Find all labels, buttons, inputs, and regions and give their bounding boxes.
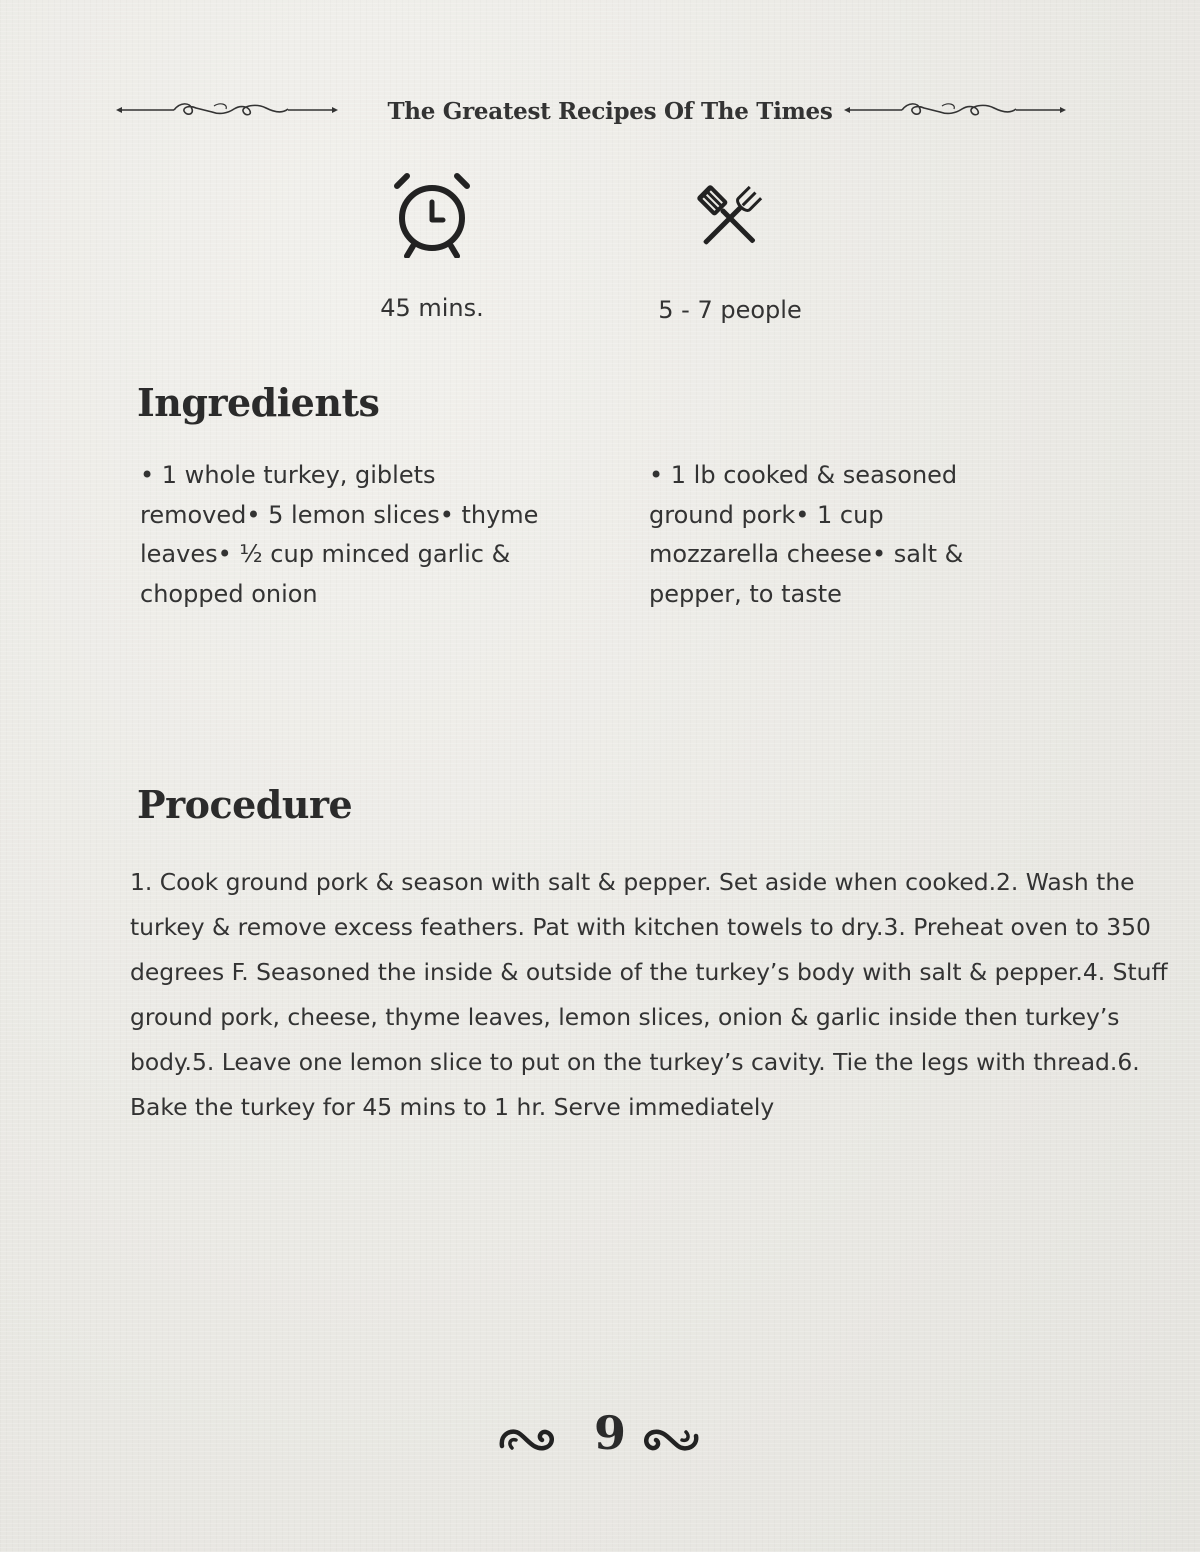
ingredients-list-right: • 1 lb cooked & seasoned ground pork• 1 cup mozzarella cheese• salt & pepper, to taste <box>649 461 964 608</box>
swirl-ornament-icon <box>640 1422 700 1456</box>
procedure-text: 1. Cook ground pork & season with salt & pepper. Set aside when cooked.2. Wash the turkey & remove excess feathers. Pat with kitchen towels to dry.3. Preheat oven to 350 degrees F. Seasoned the inside & outside of the turkey’s body with salt & pepper.4. Stuff ground pork, cheese, thyme leaves, lemon slices, onion & garlic inside then turkey’s body.5. Leave one lemon slice to put on the turkey’s cavity. Tie the legs with thread.6. Bake the turkey for 45 mins to 1 hr. Serve immediately <box>130 868 1168 1121</box>
alarm-clock-icon <box>391 172 473 258</box>
swirl-ornament-icon <box>498 1422 558 1456</box>
cook-time-stat <box>332 172 532 322</box>
servings-stat <box>630 182 830 324</box>
ingredients-list-left: • 1 whole turkey, giblets removed• 5 lemon slices• thyme leaves• ½ cup minced garlic & chopped onion <box>140 461 539 608</box>
flourish-divider-icon <box>844 100 1066 120</box>
book-title: The Greatest Recipes Of The Times <box>387 98 833 125</box>
crossed-utensils-icon <box>692 182 768 254</box>
cook-time-value: 45 mins. <box>380 294 484 322</box>
flourish-divider-icon <box>116 100 338 120</box>
procedure-heading: Procedure <box>137 782 353 827</box>
ingredients-heading: Ingredients <box>137 380 380 425</box>
page-number: 9 <box>593 1406 626 1460</box>
servings-value: 5 - 7 people <box>658 296 802 324</box>
